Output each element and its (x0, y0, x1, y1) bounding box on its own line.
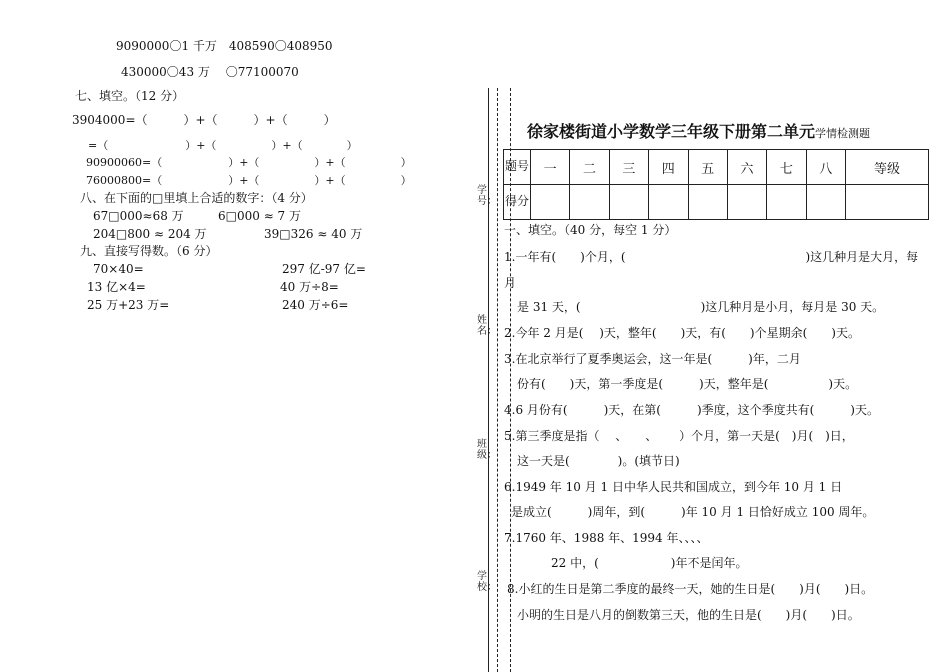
binding-label-school: 学校： (477, 571, 497, 593)
section-9-item-b3: 240 万÷6= (282, 298, 349, 312)
question-2: 2.今年 2 月是( )天，整年( )天，有( )个星期余( )天。 (504, 326, 860, 340)
score-cell[interactable] (688, 185, 727, 220)
score-col-grade: 等级 (846, 150, 929, 185)
score-cell[interactable] (846, 185, 929, 220)
binding-label-number: 学号： (477, 185, 497, 207)
score-cell[interactable] (609, 185, 648, 220)
score-table (503, 149, 929, 220)
question-7-line-1: 7.1760 年、1988 年、1994 年、、、、 (504, 531, 709, 545)
question-1-line-3: 是 31 天，( )这几种月是小月，每月是 30 天。 (517, 300, 885, 314)
question-3-line-1: 3.在北京举行了夏季奥运会，这一年是( )年，二月 (504, 352, 801, 366)
section-8-item-3: 204□800 ≈ 204 万 (93, 227, 207, 241)
score-cell[interactable] (570, 185, 609, 220)
score-cell[interactable] (649, 185, 688, 220)
question-5-line-1: 5.第三季度是指（ 、 、 ）个月，第一天是( )月( )日， (504, 429, 854, 443)
section-9-item-a1: 70×40= (93, 262, 144, 276)
score-col-2: 二 (570, 150, 609, 185)
part-1-title: 一、填空。（40 分，每空 1 分） (504, 223, 677, 237)
question-4: 4.6 月份有( )天，在第( )季度，这个季度共有( )天。 (504, 403, 879, 417)
section-7-title: 七、填空。（12 分） (75, 89, 185, 103)
score-cell[interactable] (727, 185, 766, 220)
question-8-line-1: 8.小红的生日是第二季度的最终一天，她的生日是( )月( )日。 (507, 582, 874, 596)
question-7-line-2: 22 中，( )年不是闰年。 (551, 556, 748, 570)
section-7-line-3: 90900060=（ ）+（ ）+（ ） (86, 156, 412, 169)
score-col-3: 三 (609, 150, 648, 185)
section-9-item-a3: 25 万+23 万= (87, 298, 170, 312)
section-8-item-2: 6□000 ≈ 7 万 (218, 209, 302, 223)
question-3-line-2: 份有( )天，第一季度是( )天，整年是( )天。 (517, 377, 858, 391)
binding-label-name: 姓名： (477, 315, 497, 337)
page-title (527, 124, 870, 140)
score-cell[interactable] (806, 185, 845, 220)
score-cell[interactable] (531, 185, 570, 220)
score-table-row-label: 得分 (504, 185, 531, 220)
question-8-line-2: 小明的生日是八月的倒数第三天，他的生日是( )月( )日。 (517, 608, 860, 622)
score-col-6: 六 (727, 150, 766, 185)
binding-line-middle (497, 88, 498, 672)
score-col-5: 五 (688, 150, 727, 185)
binding-label-class: 班级： (477, 439, 497, 461)
score-col-8: 八 (806, 150, 845, 185)
score-col-4: 四 (649, 150, 688, 185)
score-col-1: 一 (531, 150, 570, 185)
compare-row-1: 9090000〇1 千万 408590〇408950 (116, 39, 333, 53)
section-7-line-2: =（ ）+（ ）+（ ） (88, 139, 358, 152)
section-9-item-b1: 297 亿-97 亿= (282, 262, 366, 276)
question-6-line-2: 是成立( )周年，到( )年 10 月 1 日恰好成立 100 周年。 (511, 505, 875, 519)
question-1-line-2: 月 (504, 276, 517, 290)
section-8-item-4: 39□326 ≈ 40 万 (264, 227, 363, 241)
score-col-7: 七 (767, 150, 806, 185)
section-9-title: 九、直接写得数。（6 分） (80, 244, 218, 258)
compare-row-2: 430000〇43 万 〇77100070 (121, 65, 299, 79)
section-9-item-b2: 40 万÷8= (280, 280, 339, 294)
section-7-line-4: 76000800=（ ）+（ ）+（ ） (86, 174, 412, 187)
title-suffix: 学情检测题 (815, 127, 871, 140)
section-8-title: 八、在下面的□里填上合适的数字：（4 分） (80, 191, 313, 205)
section-7-line-1: 3904000=（ ）+（ ）+（ ） (72, 113, 336, 127)
score-table-row-label: 题号 (504, 150, 531, 185)
question-5-line-2: 这一天是( )。(填节日) (517, 454, 680, 468)
title-main: 徐家楼街道小学数学三年级下册第二单元 (527, 122, 816, 141)
section-9-item-a2: 13 亿×4= (87, 280, 146, 294)
score-cell[interactable] (767, 185, 806, 220)
section-8-item-1: 67□000≈68 万 (93, 209, 184, 223)
question-1-line-1: 1.一年有( )个月，( )这几种月是大月，每 (504, 250, 919, 264)
question-6-line-1: 6.1949 年 10 月 1 日中华人民共和国成立，到今年 10 月 1 日 (504, 480, 843, 494)
